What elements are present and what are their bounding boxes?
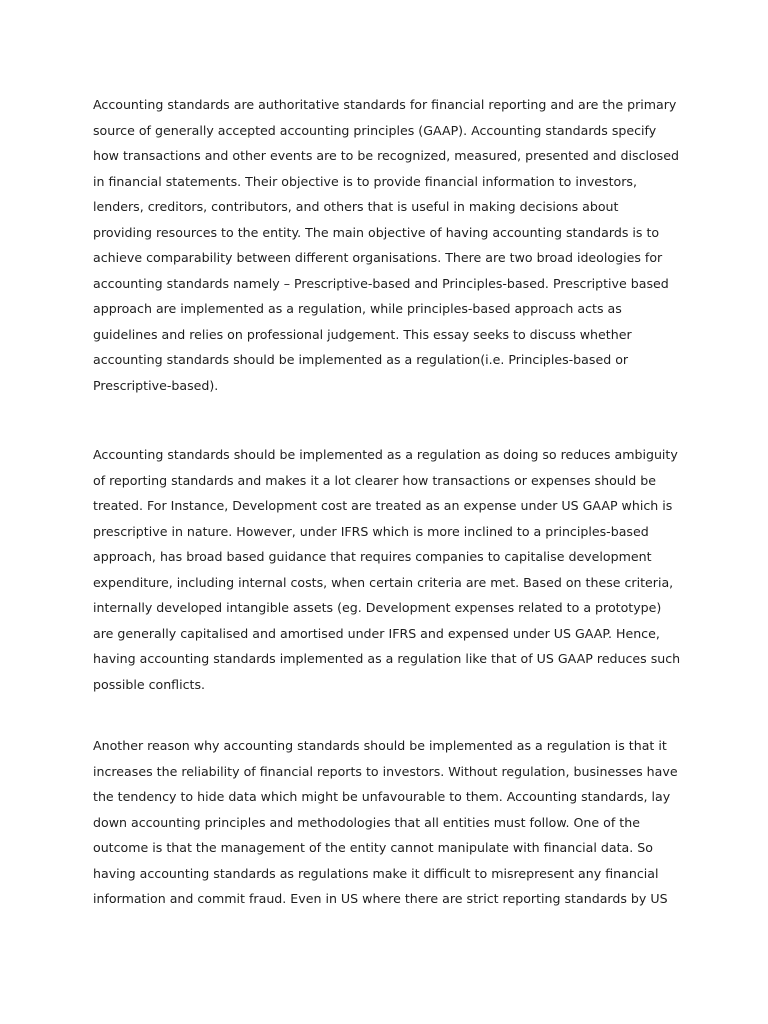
text-line: approach are implemented as a regulation, while principles-based approach acts as (93, 301, 622, 316)
text-line: achieve comparability between different organisations. There are two broad ideologies for (93, 250, 663, 265)
paragraph-introduction (93, 92, 679, 398)
text-line: having accounting standards implemented as a regulation like that of US GAAP reduces such (93, 651, 681, 666)
text-line: having accounting standards as regulations make it difficult to misrepresent any financial (93, 865, 659, 881)
text-line: source of generally accepted accounting principles (GAAP). Accounting standards specify (93, 122, 657, 138)
text-line: approach, has broad based guidance that requires companies to capitalise development (93, 549, 652, 564)
text-line: treated. For Instance, Development cost are treated as an expense under US GAAP which is (93, 498, 673, 513)
text-line: possible conflicts. (93, 676, 206, 692)
text-line: providing resources to the entity. The main objective of having accounting standards is to (93, 224, 660, 240)
text-line: Another reason why accounting standards should be implemented as a regulation is that it (93, 738, 667, 753)
text-line: accounting standards namely – Prescriptive-based and Principles-based. Prescriptive based (93, 275, 669, 291)
text-line: guidelines and relies on professional judgement. This essay seeks to discuss whether (93, 326, 632, 342)
text-line: in financial statements. Their objective is to provide financial information to investors, (93, 173, 637, 189)
text-line: internally developed intangible assets (eg. Development expenses related to a prototype) (93, 600, 662, 615)
text-line: accounting standards should be implemented as a regulation(i.e. Principles-based or (93, 352, 629, 367)
text-line: expenditure, including internal costs, when certain criteria are met. Based on these criteria, (93, 574, 674, 590)
text-line: Accounting standards are authoritative standards for financial reporting and are the primary (93, 97, 677, 112)
text-line: increases the reliability of financial reports to investors. Without regulation, businesses have (93, 763, 678, 779)
text-line: Accounting standards should be implemented as a regulation as doing so reduces ambiguity (93, 447, 678, 462)
text-line: Prescriptive-based). (93, 377, 219, 393)
text-line: prescriptive in nature. However, under IFRS which is more inclined to a principles-based (93, 523, 649, 539)
text-line: information and commit fraud. Even in US where there are strict reporting standards by US (93, 891, 668, 906)
text-line: are generally capitalised and amortised under IFRS and expensed under US GAAP. Hence, (93, 625, 660, 641)
text-line: of reporting standards and makes it a lot clearer how transactions or expenses should be (93, 472, 656, 488)
text-line: how transactions and other events are to be recognized, measured, presented and disclosed (93, 148, 679, 163)
text-line: down accounting principles and methodologies that all entities must follow. One of the (93, 814, 640, 830)
text-line: the tendency to hide data which might be unfavourable to them. Accounting standards, lay (93, 789, 671, 804)
paragraph-reliability-argument (93, 733, 678, 912)
text-line: outcome is that the management of the entity cannot manipulate with financial data. So (93, 840, 653, 855)
text-line: lenders, creditors, contributors, and others that is useful in making decisions about (93, 199, 619, 214)
paragraph-ambiguity-argument (93, 442, 680, 697)
